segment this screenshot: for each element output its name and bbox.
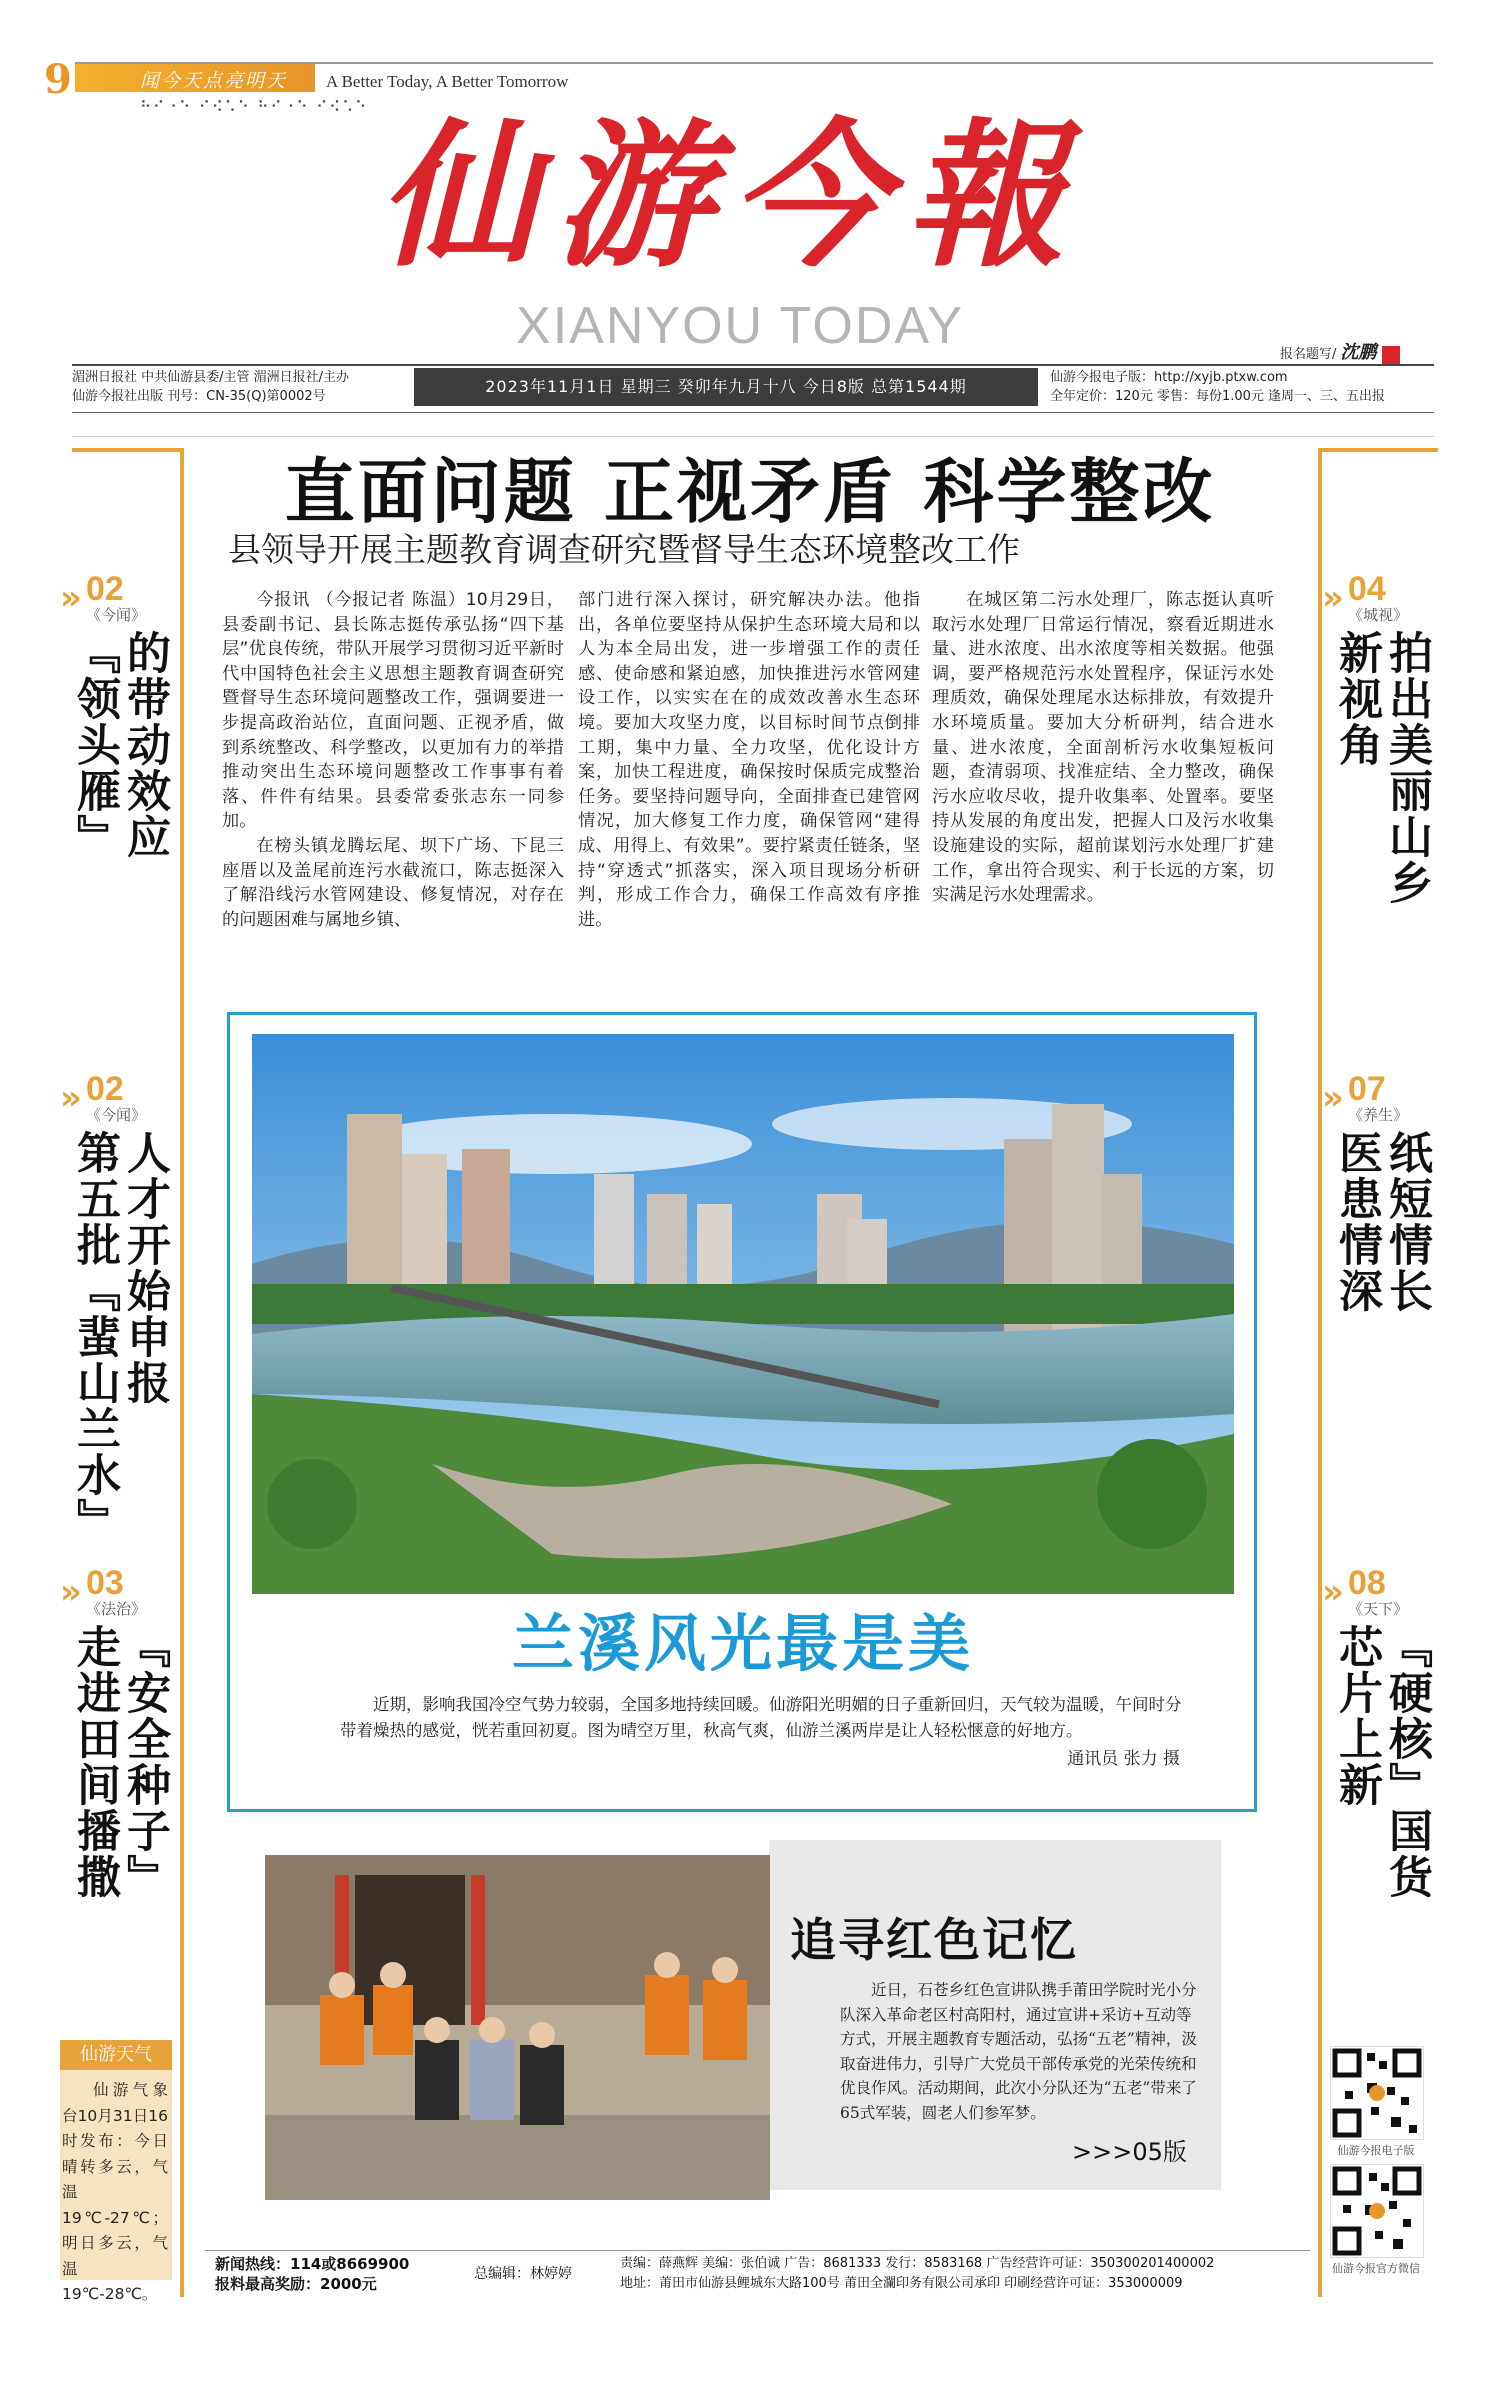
- teaser-headline-a: 的带动效应: [119, 630, 170, 860]
- chevron-right-icon: »: [60, 578, 82, 618]
- chevron-right-icon: »: [60, 1572, 82, 1612]
- teaser-headline-b: 医患情深: [1331, 1130, 1382, 1314]
- seal-icon: [1382, 346, 1400, 364]
- photo-feature-text: 近期，影响我国冷空气势力较弱，全国多地持续回暖。仙游阳光明媚的日子重新回归，天气较为温暖，午间时分带着燥热的感觉，恍若重回初夏。图为晴空万里，秋高气爽，仙游兰溪两岸是让人轻松惬意的好地方。: [340, 1695, 1182, 1740]
- epaper-url[interactable]: 仙游今报电子版：http://xyjb.ptxw.com: [1050, 370, 1288, 385]
- teaser-section: 《今闻》: [85, 606, 146, 624]
- teaser-left-2[interactable]: [60, 1072, 178, 1544]
- teaser-headline-a: 人才开始申报: [119, 1130, 170, 1406]
- masthead-en: XIANYOU TODAY: [516, 297, 964, 355]
- footer-credits: 责编：薛燕辉 美编：张伯诚 广告：8681333 发行：8583168 广告经营许可证：350300201400002: [620, 2256, 1215, 2271]
- chevron-right-icon: »: [1322, 578, 1344, 618]
- chevron-right-icon: »: [1322, 1078, 1344, 1118]
- teaser-right-1[interactable]: [1322, 572, 1440, 906]
- teaser-headline-a: 『安全种子』: [119, 1624, 170, 1900]
- publisher-info: [72, 368, 349, 406]
- lead-paragraph: 在榜头镇龙腾坛尾、坝下广场、下昆三座厝以及盖尾前连污水截流口，陈志挺深入了解沿线污水管网建设、修复情况，对存在的问题困难与属地乡镇、: [222, 835, 564, 930]
- publisher-line1: 湄洲日报社 中共仙游县委/主管 湄洲日报社/主办: [72, 370, 350, 385]
- teaser-headline-b: 新视角: [1331, 630, 1382, 768]
- teaser-headline-b: 『领头雁』: [69, 630, 120, 860]
- price-line: 全年定价：120元 零售：每份1.00元 逢周一、三、五出报: [1050, 389, 1386, 404]
- photo-credit: 通讯员 张力 摄: [1067, 1749, 1180, 1769]
- teaser-right-2[interactable]: [1322, 1072, 1440, 1314]
- teaser-right-3[interactable]: [1322, 1566, 1440, 1900]
- divider: [72, 436, 1434, 437]
- qr-code-icon[interactable]: [1330, 2164, 1424, 2258]
- teaser-headline-b: 第五批『蜚山兰水』: [69, 1130, 120, 1544]
- red-memory-photo[interactable]: [265, 1855, 770, 2200]
- slogan-logo-icon: 9: [44, 56, 72, 103]
- teaser-page-num: 07: [1347, 1070, 1386, 1108]
- footer-reward: 报料最高奖励：2000元: [215, 2275, 377, 2293]
- teaser-headline-a: 纸短情长: [1381, 1130, 1432, 1314]
- teaser-page-num: 02: [85, 570, 124, 608]
- red-memory-page-link[interactable]: >>>05版: [1072, 2138, 1187, 2166]
- lead-headline[interactable]: 直面问题 正视矛盾 科学整改: [284, 451, 1216, 533]
- lead-paragraph: 在城区第二污水处理厂，陈志挺认真听取污水处理厂日常运行情况，察看近期进水量、进水浓度、出水浓度等相关数据。他强调，要严格规范污水处置程序，保证污水处理质效，确保处理尾水达标排放，有效提升水环境质量。要加大分析研判，结合进水量、进水浓度，全面剖析污水收集短板问题，查清弱项、找准症结、全力整改，确保污水应收尽收，提升收集率、处置率。要坚持从发展的角度出发，把握人口及污水收集设施建设的实际，超前谋划污水处理厂扩建工作，拿出符合现实、利于长远的方案，切实满足污水处理需求。: [932, 590, 1274, 906]
- teaser-headline-b: 芯片上新: [1331, 1624, 1382, 1808]
- qr-label-epaper: 仙游今报电子版: [1337, 2144, 1415, 2157]
- masthead: 仙游今報: [378, 104, 1082, 289]
- chevron-right-icon: »: [60, 1078, 82, 1118]
- teaser-page-num: 08: [1347, 1564, 1386, 1602]
- footer-address: 地址：莆田市仙游县鲤城东大路100号 莆田全瀾印务有限公司承印 印刷经营许可证：353000009: [620, 2276, 1183, 2291]
- red-memory-title[interactable]: 追寻红色记忆: [790, 1913, 1078, 1967]
- weather-text: 仙游气象台10月31日16时发布：今日晴转多云，气温19℃-27℃；明日多云，气温19℃-28℃。: [62, 2081, 168, 2303]
- teaser-headline-a: 拍出美丽山乡: [1381, 630, 1432, 906]
- braille-slogan: ⠓⠊⠐⠑ ⠊⠪⠡⠑ ⠓⠊⠐⠑ ⠊⠪⠡⠑: [140, 98, 369, 116]
- title-sign-label: 报名题写/: [1280, 347, 1337, 362]
- teaser-section: 《养生》: [1347, 1106, 1408, 1124]
- lanxi-river-photo[interactable]: [252, 1034, 1234, 1594]
- teaser-page-num: 02: [85, 1070, 124, 1108]
- lead-paragraph: 今报讯 （今报记者 陈温）10月29日，县委副书记、县长陈志挺传承弘扬“四下基层”优良传统，带队开展学习贯彻习近平新时代中国特色社会主义思想主题教育调查研究暨督导生态环境问题整改工作，强调要进一步提高政治站位，直面问题、正视矛盾，做到系统整改、科学整改，以更加有力的举措推动突出生态环境问题整改工作事事有着落、件件有结果。县委常委张志东一同参加。: [222, 590, 564, 832]
- teaser-section: 《城视》: [1347, 606, 1408, 624]
- teaser-page-num: 03: [85, 1564, 124, 1602]
- teaser-left-1[interactable]: [60, 572, 178, 860]
- teaser-headline-a: 『硬核』国货: [1381, 1624, 1432, 1900]
- teaser-left-3[interactable]: [60, 1566, 178, 1900]
- lead-paragraph: 部门进行深入探讨，研究解决办法。他指出，各单位要坚持从保护生态环境大局和以人为本全局出发，进一步增强工作的责任感、使命感和紧迫感，加快推进污水管网建设工作，以实实在在的成效改善水生态环境。要加大攻坚力度，以目标时间节点倒排工期，集中力量、全力攻坚，优化设计方案，加快工程进度，确保按时保质完成整治任务。要坚持问题导向，全面排查已建管网情况，加大修复工作力度，确保管网“建得成、用得上、有效果”。要拧紧责任链条，坚持“穿透式”抓落实，深入项目现场分析研判，形成工作合力，确保工作高效有序推进。: [578, 590, 920, 930]
- qr-code-icon[interactable]: [1330, 2046, 1424, 2140]
- chevron-right-icon: »: [1322, 1572, 1344, 1612]
- lead-column-3: [932, 588, 1274, 908]
- teaser-page-num: 04: [1347, 570, 1386, 608]
- footer-chief-editor: 总编辑：林婷婷: [474, 2266, 572, 2282]
- footer-hotline: 新闻热线：114或8669900: [215, 2255, 410, 2273]
- teaser-section: 《今闻》: [85, 1106, 146, 1124]
- slogan-cn: 闻今天点亮明天: [140, 70, 288, 92]
- issue-date: 2023年11月1日 星期三 癸卯年九月十八 今日8版 总第1544期: [414, 368, 1038, 406]
- qr-label-wechat: 仙游今报官方微信: [1332, 2262, 1420, 2275]
- teaser-headline-b: 走进田间播撒: [69, 1624, 120, 1900]
- price-info: [1050, 368, 1385, 406]
- photo-feature-title[interactable]: 兰溪风光最是美: [511, 1607, 974, 1680]
- lead-column-1: [222, 588, 564, 932]
- publisher-line2: 仙游今报社出版 刊号：CN-35(Q)第0002号: [72, 389, 326, 404]
- red-memory-text: 近日，石苍乡红色宣讲队携手莆田学院时光小分队深入革命老区村高阳村，通过宣讲+采访+互动等方式，开展主题教育专题活动，弘扬“五老”精神，汲取奋进伟力，引导广大党员干部传承党的光荣传统和优良作风。活动期间，此次小分队还为“五老”带来了65式军装，圆老人们参军梦。: [840, 1981, 1197, 2122]
- title-sign-name: 沈鹏: [1340, 342, 1377, 363]
- title-signature: [1280, 338, 1400, 364]
- teaser-section: 《天下》: [1347, 1600, 1408, 1618]
- lead-subhead: 县领导开展主题教育调查研究暨督导生态环境整改工作: [228, 530, 1020, 569]
- teaser-section: 《法治》: [85, 1600, 146, 1618]
- slogan-en: A Better Today, A Better Tomorrow: [326, 72, 569, 91]
- weather-title: 仙游天气: [60, 2040, 172, 2070]
- lead-column-2: [578, 588, 920, 932]
